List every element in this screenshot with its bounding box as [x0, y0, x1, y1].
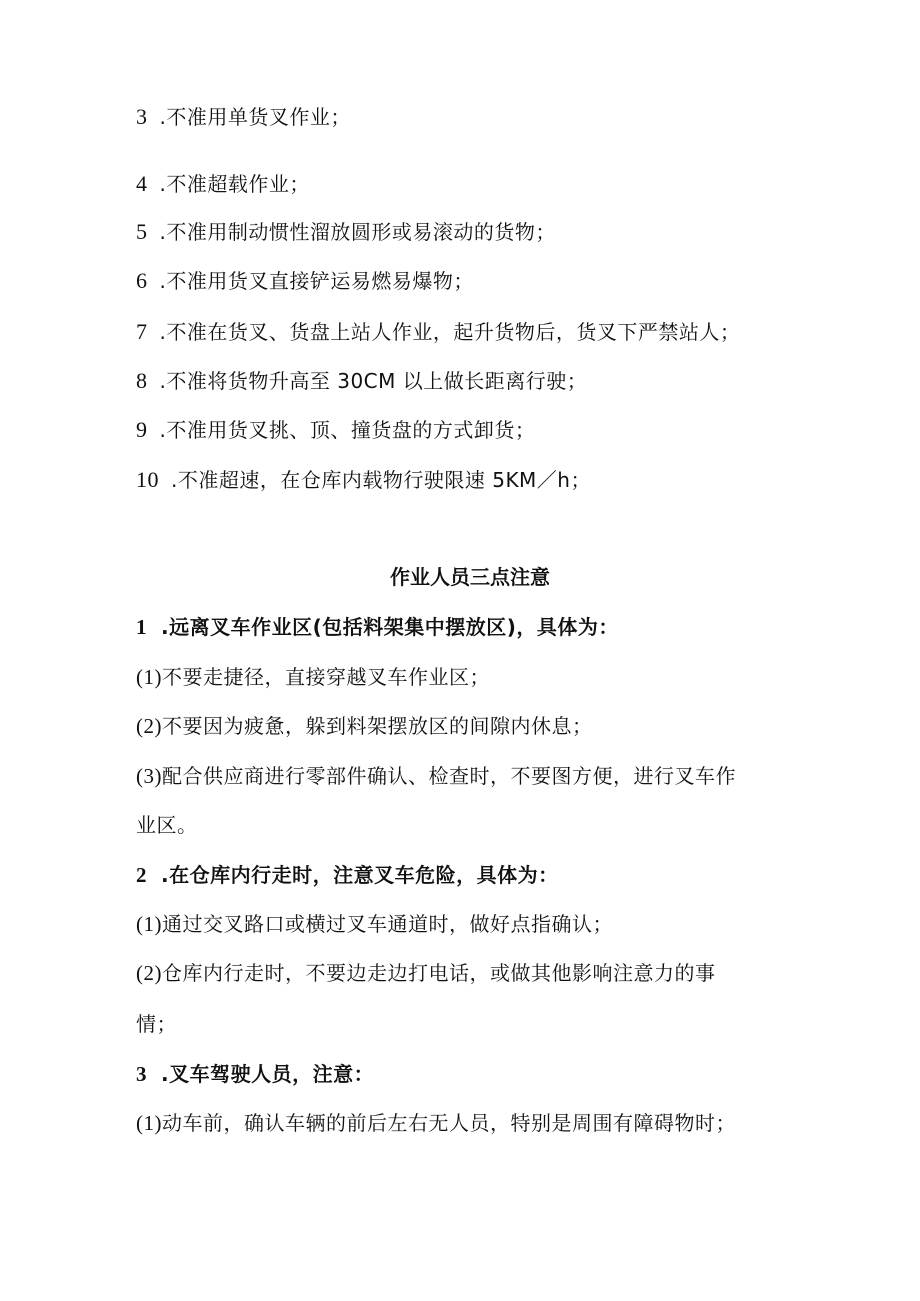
rule-item [136, 318, 740, 346]
list-item [136, 910, 613, 938]
rule-item [136, 103, 351, 131]
rule-item [136, 367, 587, 395]
rule-number: 7 [136, 319, 148, 344]
section-title [136, 613, 619, 641]
section-title-text: .远离叉车作业区(包括料架集中摆放区)，具体为： [161, 615, 619, 639]
item-text: 仓库内行走时，不要边走边打电话，或做其他影响注意力的事 [162, 961, 716, 985]
list-item [136, 762, 736, 790]
item-text: 配合供应商进行零部件确认、检查时，不要图方便，进行叉车作 [162, 764, 736, 788]
rule-item [136, 170, 310, 198]
item-label: (1) [136, 665, 162, 689]
rule-number: 4 [136, 171, 148, 196]
list-item [136, 663, 490, 691]
rule-item [136, 267, 474, 295]
rule-number: 3 [136, 104, 148, 129]
rule-text: .不准用制动惯性溜放圆形或易滚动的货物； [159, 220, 556, 244]
rule-item [136, 218, 556, 246]
section-title-text: .叉车驾驶人员，注意： [161, 1062, 375, 1086]
item-label: (2) [136, 714, 162, 738]
rule-text: .不准超载作业； [159, 172, 310, 196]
rule-number: 10 [136, 467, 159, 492]
rule-number: 9 [136, 417, 148, 442]
list-item [136, 712, 593, 740]
item-label: (3) [136, 764, 162, 788]
rule-text: .不准将货物升高至 30CM 以上做长距离行驶； [159, 369, 588, 393]
item-label: (2) [136, 961, 162, 985]
rule-item [136, 416, 535, 444]
rule-text: .不准在货叉、货盘上站人作业，起升货物后，货叉下严禁站人； [159, 320, 741, 344]
rule-text: .不准用货叉挑、顶、撞货盘的方式卸货； [159, 418, 536, 442]
item-text: 不要走捷径，直接穿越叉车作业区； [162, 665, 490, 689]
section-heading: 作业人员三点注意 [390, 565, 550, 589]
item-text: 动车前，确认车辆的前后左右无人员，特别是周围有障碍物时； [162, 1111, 736, 1135]
list-item-continuation: 情； [136, 1012, 177, 1036]
section-title [136, 861, 559, 889]
rule-number: 8 [136, 368, 148, 393]
section-number: 3 [136, 1062, 147, 1086]
list-item [136, 959, 716, 987]
item-label: (1) [136, 1111, 162, 1135]
list-item [136, 1109, 736, 1137]
item-text: 通过交叉路口或横过叉车通道时，做好点指确认； [162, 912, 613, 936]
list-item-continuation: 业区。 [136, 813, 198, 837]
section-number: 2 [136, 863, 147, 887]
section-title-text: .在仓库内行走时，注意叉车危险，具体为： [161, 863, 559, 887]
section-title [136, 1060, 374, 1088]
rule-text: .不准用单货叉作业； [159, 105, 351, 129]
rule-number: 5 [136, 219, 148, 244]
section-number: 1 [136, 615, 147, 639]
rule-text: .不准超速，在仓库内载物行驶限速 5KM／h； [171, 468, 591, 492]
rule-number: 6 [136, 268, 148, 293]
rule-item [136, 466, 591, 494]
rule-text: .不准用货叉直接铲运易燃易爆物； [159, 269, 474, 293]
item-label: (1) [136, 912, 162, 936]
item-text: 不要因为疲惫，躲到料架摆放区的间隙内休息； [162, 714, 593, 738]
